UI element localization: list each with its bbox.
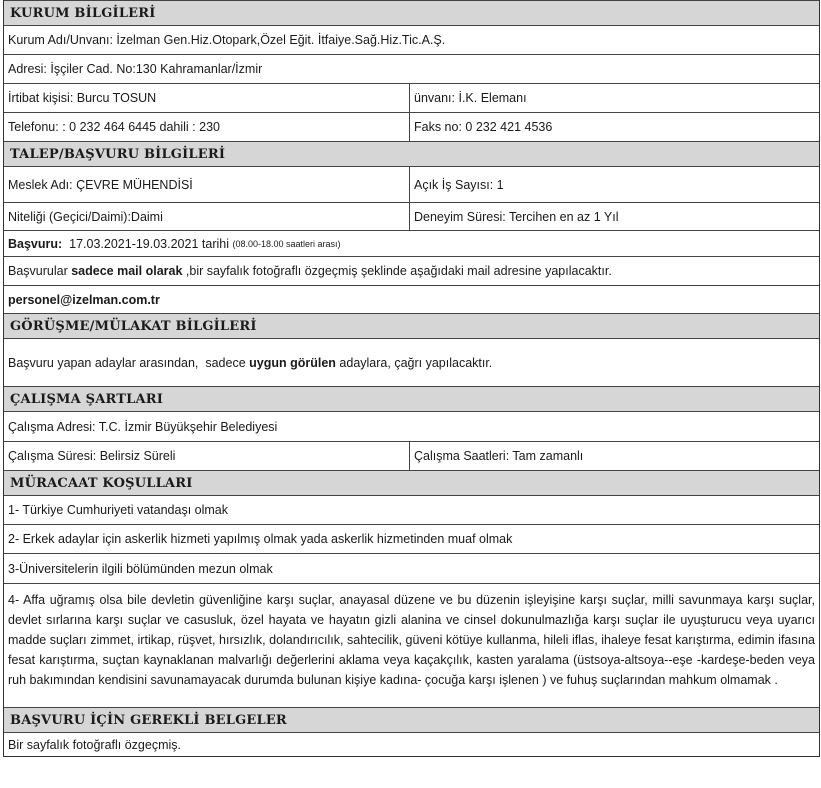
row-telefon [4, 112, 819, 141]
row-mail [4, 285, 819, 313]
basvuru-bilgi-line [4, 257, 819, 285]
bilgi-text-2: ,bir sayfalık fotoğraflı özgeçmiş şeklinde aşağıdaki mail adresine yapılacaktır. [182, 264, 612, 278]
bilgi-text-1: Başvurular [8, 264, 72, 278]
section-title: BAŞVURU İÇİN GEREKLİ BELGELER [10, 712, 287, 728]
section-header-muracaat [4, 470, 819, 495]
telefon-text: Telefonu: : 0 232 464 6445 dahili : 230 [4, 113, 410, 141]
meslek-text: Meslek Adı: ÇEVRE MÜHENDİSİ [4, 167, 410, 202]
kosul-2-text: 2- Erkek adaylar için askerlik hizmeti yapılmış olmak yada askerlik hizmetinden muaf olmak [8, 532, 513, 546]
kurum-adi-text: Kurum Adı/Unvanı: İzelman Gen.Hiz.Otopark,Özel Eğit. İtfaiye.Sağ.Hiz.Tic.A.Ş. [8, 33, 446, 47]
mail-address: personel@izelman.com.tr [8, 292, 160, 307]
section-title: MÜRACAAT KOŞULLARI [10, 475, 193, 491]
row-basvuru-bilgi [4, 256, 819, 285]
row-nitelik [4, 202, 819, 230]
basvuru-line [4, 231, 819, 256]
deneyim-text: Deneyim Süresi: Tercihen en az 1 Yıl [414, 209, 619, 224]
basvuru-saat: (08.00-18.00 saatleri arası) [232, 238, 341, 249]
bilgi-bold: sadece mail olarak [71, 264, 183, 278]
irtibat-text: İrtibat kişisi: Burcu TOSUN [4, 84, 410, 112]
gorusme-bold: uygun görülen [249, 355, 336, 370]
section-title: KURUM BİLGİLERİ [10, 5, 156, 21]
row-kosul-1 [4, 495, 819, 524]
kosul-3-text: 3-Üniversitelerin ilgili bölümünden mezun olmak [8, 561, 273, 576]
calisma-saatler-text: Çalışma Saatleri: Tam zamanlı [414, 449, 584, 463]
gorusme-line [4, 339, 819, 386]
calisma-adres-text: Çalışma Adresi: T.C. İzmir Büyükşehir Belediyesi [8, 419, 278, 434]
row-calisma-adres [4, 411, 819, 441]
belge-1-text: Bir sayfalık fotoğraflı özgeçmiş. [8, 737, 181, 752]
section-header-talep [4, 141, 819, 166]
faks-text: Faks no: 0 232 421 4536 [414, 120, 553, 134]
adres-text: Adresi: İşçiler Cad. No:130 Kahramanlar/İzmir [8, 62, 263, 76]
acik-is-text: Açık İş Sayısı: 1 [414, 177, 504, 192]
job-posting-form [3, 0, 820, 757]
calisma-sure-text: Çalışma Süresi: Belirsiz Süreli [4, 442, 410, 470]
row-calisma-sure [4, 441, 819, 470]
basvuru-label: Başvuru: [8, 236, 63, 251]
nitelik-text: Niteliği (Geçici/Daimi):Daimi [4, 203, 410, 230]
kosul-4-text: 4- Affa uğramış olsa bile devletin güvenliğine karşı suçlar, anayasal düzene ve bu düzenin işleyişine karşı suçlar, milli savunmaya karşı suçlar, devlet sırlarına karşı suçlar ve casusluk, özel hayata ve hayatın gizli alanina ve cinsel dokunulmazlığa karşı suçlar ile uyuşturucu veya uyarıcı madde suçları zimmet, irtikap, rüşvet, hırsızlık, dolandırıcılık, sahtecilik, güveni kötüye kullanma, hileli iflas, ihaleye fesat karıştırma, edimin ifasına fesat karıştırma, suçtan kaynaklanan malvarlığı değerlerini aklama veya kaçakçılık, kasten yaralama (üstsoya-altsoya--eşe -kardeşe-beden veya ruh bakımından kendisini savunamayacak durumda bulunan kişiye kadına- çocuğa karşı işlenen ) ve fuhuş suçlarından mahkum olmamak . [8, 593, 815, 687]
row-kosul-4 [4, 583, 819, 707]
unvani-text: ünvanı: İ.K. Elemanı [414, 91, 527, 105]
section-header-belgeler [4, 707, 819, 732]
row-adres [4, 54, 819, 83]
row-kosul-2 [4, 524, 819, 553]
section-header-gorusme [4, 313, 819, 338]
row-kosul-3 [4, 553, 819, 583]
row-gorusme [4, 338, 819, 386]
section-title: TALEP/BAŞVURU BİLGİLERİ [10, 146, 226, 162]
row-meslek [4, 166, 819, 202]
section-header-kurum [4, 0, 819, 25]
section-header-calisma [4, 386, 819, 411]
gorusme-text-2: adaylara, çağrı yapılacaktır. [335, 355, 493, 370]
gorusme-text-1: Başvuru yapan adaylar arasından, sadece [8, 355, 250, 370]
section-title: ÇALIŞMA ŞARTLARI [10, 391, 164, 407]
row-irtibat [4, 83, 819, 112]
row-kurum-adi [4, 25, 819, 54]
row-belge-1 [4, 732, 819, 757]
row-basvuru-tarih [4, 230, 819, 256]
basvuru-tarih: 17.03.2021-19.03.2021 tarihi [62, 236, 233, 251]
kosul-1-text: 1- Türkiye Cumhuriyeti vatandaşı olmak [8, 503, 228, 517]
section-title: GÖRÜŞME/MÜLAKAT BİLGİLERİ [10, 318, 257, 334]
